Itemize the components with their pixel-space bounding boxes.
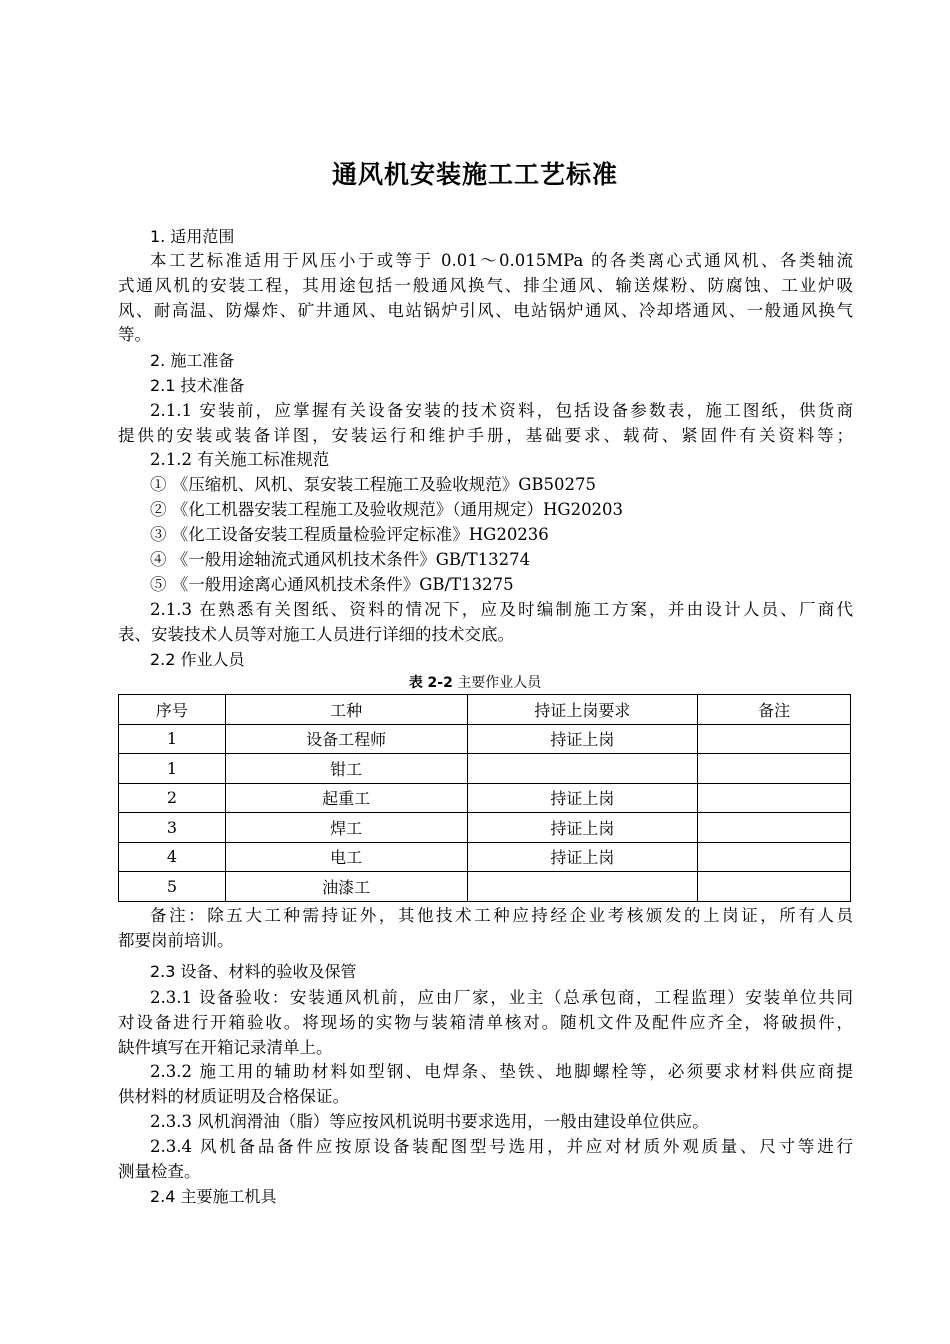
section-2-1-heading: 2.1 技术准备	[150, 376, 245, 395]
paragraph-line: 式通风机的安装工程，其用途包括一般通风换气、排尘通风、输送煤粉、防腐蚀、工业炉吸	[118, 276, 853, 295]
table-cell	[698, 872, 851, 902]
table-caption-label: 表 2-2	[408, 675, 453, 691]
table-row	[119, 754, 851, 784]
standard-item: ③ 《化工设备安装工程质量检验评定标准》HG20236	[150, 525, 549, 544]
staff-table	[118, 694, 851, 902]
section-2-3-heading: 2.3 设备、材料的验收及保管	[150, 962, 357, 981]
table-header-row	[119, 695, 851, 725]
table-cell	[467, 754, 698, 784]
paragraph-line: 缺件填写在开箱记录清单上。	[118, 1038, 333, 1057]
table-note-line: 都要岗前培训。	[118, 931, 234, 950]
table-cell: 1	[119, 724, 226, 754]
table-cell: 5	[119, 872, 226, 902]
paragraph-line: 对设备进行开箱验收。将现场的实物与装箱清单核对。随机文件及配件应齐全，将破损件，	[118, 1013, 853, 1032]
standard-item: ① 《压缩机、风机、泵安装工程施工及验收规范》GB50275	[150, 475, 597, 494]
table-cell	[698, 813, 851, 843]
column-header: 序号	[119, 695, 226, 725]
table-note-line: 备注：除五大工种需持证外，其他技术工种应持经企业考核颁发的上岗证，所有人员	[150, 906, 853, 925]
table-cell: 1	[119, 754, 226, 784]
table-row	[119, 783, 851, 813]
column-header: 持证上岗要求	[467, 695, 698, 725]
table-cell: 3	[119, 813, 226, 843]
paragraph-line: 提供的安装或装备详图，安装运行和维护手册，基础要求、载荷、紧固件有关资料等；	[118, 426, 853, 445]
paragraph-line: 2.3.1 设备验收：安装通风机前，应由厂家，业主（总承包商，工程监理）安装单位共同	[150, 988, 853, 1007]
table-cell	[698, 783, 851, 813]
table-cell: 持证上岗	[467, 842, 698, 872]
table-caption	[0, 673, 950, 693]
standard-item: ⑤ 《一般用途离心通风机技术条件》GB/T13275	[150, 575, 514, 594]
table-cell: 钳工	[225, 754, 467, 784]
paragraph-line: 2.3.2 施工用的辅助材料如型钢、电焊条、垫铁、地脚螺栓等，必须要求材料供应商提	[150, 1062, 853, 1081]
table-cell: 起重工	[225, 783, 467, 813]
paragraph-line: 2.3.3 风机润滑油（脂）等应按风机说明书要求选用，一般由建设单位供应。	[150, 1112, 709, 1131]
table-row	[119, 842, 851, 872]
standard-item: ④ 《一般用途轴流式通风机技术条件》GB/T13274	[150, 550, 531, 569]
standard-item: ② 《化工机器安装工程施工及验收规范》（通用规定）HG20203	[150, 500, 624, 519]
table-row	[119, 872, 851, 902]
paragraph-line: 供材料的材质证明及合格保证。	[118, 1087, 349, 1106]
paragraph-line: 2.1.3 在熟悉有关图纸、资料的情况下，应及时编制施工方案，并由设计人员、厂商代	[150, 600, 853, 619]
table-caption-title: 主要作业人员	[457, 675, 542, 691]
table-cell: 持证上岗	[467, 783, 698, 813]
table-cell: 油漆工	[225, 872, 467, 902]
paragraph-line: 等。	[118, 325, 151, 344]
paragraph-line: 2.3.4 风机备品备件应按原设备装配图型号选用，并应对材质外观质量、尺寸等进行	[150, 1137, 853, 1156]
paragraph-line: 表、安装技术人员等对施工人员进行详细的技术交底。	[118, 625, 514, 644]
table-cell	[467, 872, 698, 902]
table-row	[119, 813, 851, 843]
table-cell	[698, 842, 851, 872]
column-header: 备注	[698, 695, 851, 725]
table-row	[119, 724, 851, 754]
table-cell: 焊工	[225, 813, 467, 843]
table-cell: 设备工程师	[225, 724, 467, 754]
table-cell	[698, 754, 851, 784]
section-2-heading: 2. 施工准备	[150, 351, 235, 370]
table-cell: 2	[119, 783, 226, 813]
document-title: 通风机安装施工工艺标准	[331, 160, 618, 189]
section-2-2-heading: 2.2 作业人员	[150, 650, 245, 669]
table-cell	[698, 724, 851, 754]
column-header: 工种	[225, 695, 467, 725]
paragraph-line: 2.1.2 有关施工标准规范	[150, 450, 330, 469]
paragraph-line: 风、耐高温、防爆炸、矿井通风、电站锅炉引风、电站锅炉通风、冷却塔通风、一般通风换气	[118, 301, 853, 320]
paragraph-line: 本工艺标准适用于风压小于或等于 0.01～0.015MPa 的各类离心式通风机、各类轴流	[150, 251, 853, 270]
paragraph-line: 测量检查。	[118, 1162, 201, 1181]
section-1-heading: 1. 适用范围	[150, 227, 235, 246]
paragraph-line: 2.1.1 安装前，应掌握有关设备安装的技术资料，包括设备参数表，施工图纸，供货商	[150, 401, 853, 420]
section-2-4-heading: 2.4 主要施工机具	[150, 1187, 277, 1206]
table-cell: 持证上岗	[467, 724, 698, 754]
table-cell: 电工	[225, 842, 467, 872]
table-cell: 4	[119, 842, 226, 872]
table-cell: 持证上岗	[467, 813, 698, 843]
